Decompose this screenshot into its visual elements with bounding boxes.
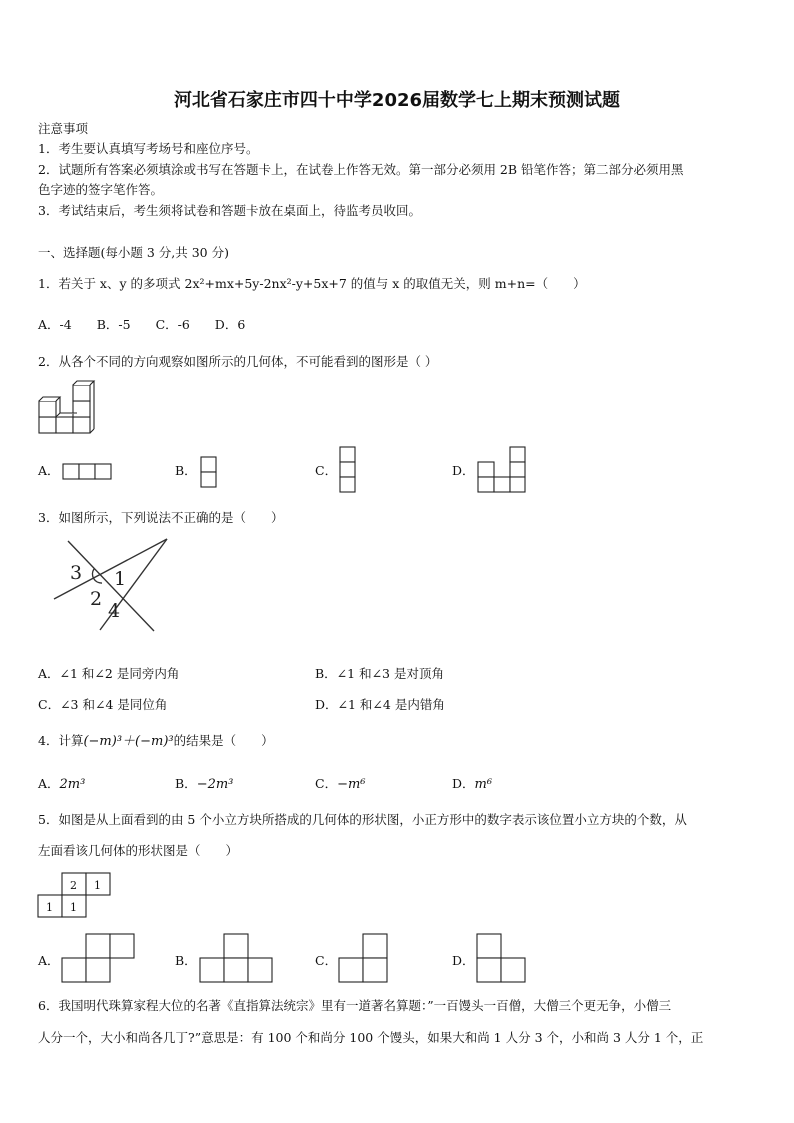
notice-item-3: 3．考试结束后，考生须将试卷和答题卡放在桌面上，待监考员收回。	[38, 203, 421, 218]
q3-option-a: A．∠1 和∠2 是同旁内角	[38, 666, 180, 681]
notice-item-1: 1．考生要认真填写考场号和座位序号。	[38, 141, 259, 156]
q2-option-d-figure	[477, 446, 527, 494]
q2-option-a-label: A．	[38, 463, 60, 478]
q4-stem	[38, 733, 274, 750]
q4-stem-prefix: 4．计算	[38, 733, 84, 748]
q3-label-4: 4	[108, 600, 121, 622]
notice-item-2-cont: 色字迹的签字笔作答。	[38, 182, 164, 197]
q3-angle-figure	[50, 535, 170, 635]
q3-label-2: 2	[90, 588, 103, 610]
q5-option-b-label: B．	[175, 953, 197, 968]
q4-stem-expression: (−m)³＋(−m)³	[83, 734, 174, 749]
grid-number: 2	[70, 879, 77, 892]
section-heading: 一、选择题(每小题 3 分,共 30 分)	[38, 245, 229, 260]
q3-stem: 3．如图所示，下列说法不正确的是（ ）	[38, 510, 284, 525]
q4-option-d-label: D．	[452, 776, 475, 791]
page-title: 河北省石家庄市四十中学2026届数学七上期末预测试题	[173, 90, 621, 111]
grid-number: 1	[94, 879, 101, 892]
q4-option-b-label: B．	[175, 776, 197, 791]
notice-item-2: 2．试题所有答案必须填涂或书写在答题卡上，在试卷上作答无效。第一部分必须用 2B 铅笔作答；第二部分必须用黑	[38, 162, 684, 177]
q4-option-d	[452, 776, 492, 793]
q5-option-d-label: D．	[452, 953, 475, 968]
q6-line2: 人分一个，大小和尚各几丁?”意思是：有 100 个和尚分 100 个馒头，如果大和尚 1 人分 3 个，小和尚 3 人分 1 个，正	[38, 1030, 704, 1045]
q4-stem-suffix: 的结果是（ ）	[173, 733, 274, 748]
q6-line1: 6．我国明代珠算家程大位的名著《直指算法统宗》里有一道著名算题：”一百馒头一百僧，大僧三个更无争，小僧三	[38, 998, 672, 1013]
q3-label-1: 1	[114, 568, 127, 590]
q4-option-c-label: C．	[315, 776, 338, 791]
q1-stem: 1．若关于 x、y 的多项式 2x²+mx+5y-2nx²-y+5x+7 的值与 x 的取值无关，则 m+n=（ ）	[38, 276, 586, 291]
q2-option-b-label: B．	[175, 463, 197, 478]
q3-option-b: B．∠1 和∠3 是对顶角	[315, 666, 444, 681]
q3-label-3: 3	[70, 562, 83, 584]
q5-option-c-label: C．	[315, 953, 338, 968]
q3-option-d: D．∠1 和∠4 是内错角	[315, 697, 445, 712]
q4-option-b	[175, 776, 233, 793]
q2-option-c-label: C．	[315, 463, 338, 478]
q4-option-a-value: 2m³	[59, 777, 86, 792]
q5-option-b-figure	[200, 933, 276, 983]
grid-number: 1	[70, 901, 77, 914]
q2-option-d-label: D．	[452, 463, 475, 478]
q4-option-b-value: −2m³	[196, 777, 234, 792]
q2-option-c-figure	[339, 446, 357, 494]
q1-options: A．-4 B．-5 C．-6 D．6	[38, 317, 246, 332]
q5-stem-line1: 5．如图是从上面看到的由 5 个小立方块所搭成的几何体的形状图，小正方形中的数字表示该位置小立方块的个数，从	[38, 812, 687, 827]
q5-stem-line2: 左面看该几何体的形状图是（ ）	[38, 843, 239, 858]
q4-option-a-label: A．	[38, 776, 60, 791]
q5-option-c-figure	[339, 933, 391, 983]
q4-option-d-value: m⁶	[474, 777, 493, 792]
q2-option-b-figure	[200, 456, 218, 488]
q2-solid-figure	[38, 383, 94, 437]
q2-option-a-figure	[62, 463, 112, 481]
notice-heading: 注意事项	[38, 121, 89, 136]
q5-top-view-grid	[37, 872, 113, 920]
q2-stem: 2．从各个不同的方向观察如图所示的几何体，不可能看到的图形是（ ）	[38, 354, 438, 369]
q5-option-a-figure	[62, 933, 138, 983]
q5-option-d-figure	[477, 933, 529, 983]
grid-number: 1	[46, 901, 53, 914]
q4-option-a	[38, 776, 85, 793]
q3-option-c: C．∠3 和∠4 是同位角	[38, 697, 168, 712]
q5-option-a-label: A．	[38, 953, 60, 968]
q4-option-c	[315, 776, 366, 793]
q4-option-c-value: −m⁶	[337, 777, 366, 792]
